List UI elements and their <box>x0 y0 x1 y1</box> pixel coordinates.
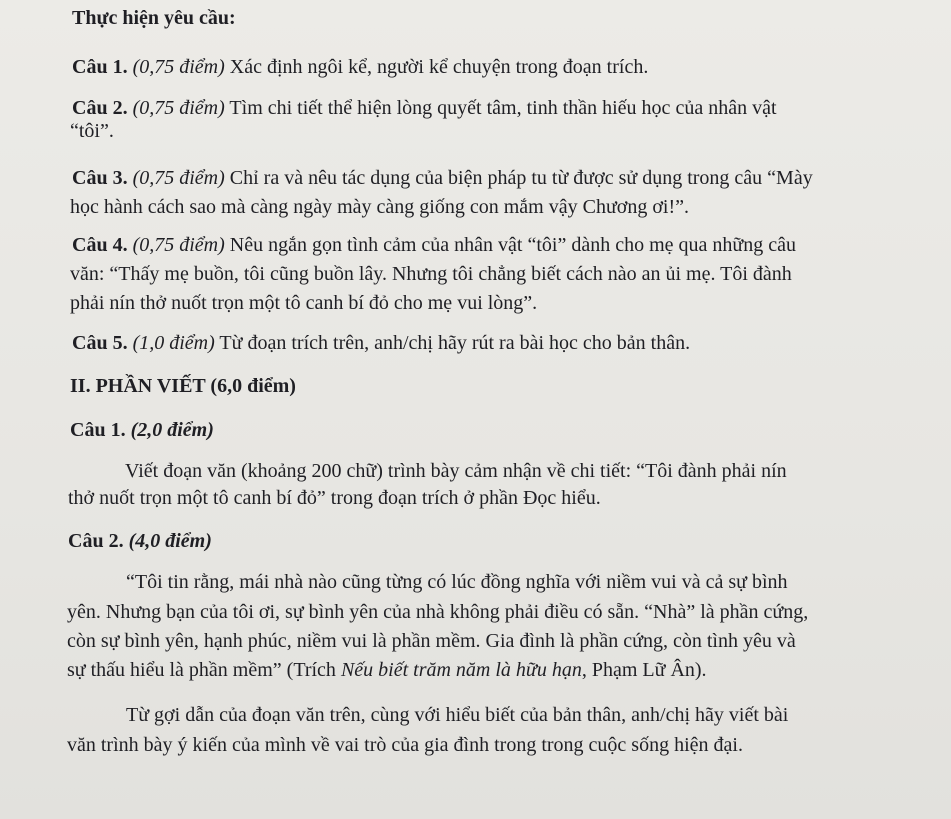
question-label: Câu 5. <box>72 332 128 354</box>
question-points: (0,75 điểm) <box>132 97 225 119</box>
question-text-continued: học hành cách sao mà càng ngày mày càng giống con mắm vậy Chương ơi!”. <box>70 196 690 218</box>
quote-source-suffix: , Phạm Lữ Ân). <box>581 659 707 681</box>
question-text-continued: văn: “Thấy mẹ buồn, tôi cũng buồn lây. Nhưng tôi chẳng biết cách nào an ủi mẹ. Tôi đành <box>70 263 792 285</box>
section-title: Thực hiện yêu cầu: <box>72 7 236 29</box>
question-text: Tìm chi tiết thể hiện lòng quyết tâm, tinh thần hiếu học của nhân vật <box>229 97 777 119</box>
question-points: (1,0 điểm) <box>132 332 215 354</box>
question-3 <box>72 166 813 190</box>
quote-text-continued: yên. Nhưng bạn của tôi ơi, sự bình yên của nhà không phải điều có sẵn. “Nhà” là phần cứng, <box>67 601 809 623</box>
question-5 <box>72 331 690 355</box>
question-text: Viết đoạn văn (khoảng 200 chữ) trình bày cảm nhận về chi tiết: “Tôi đành phải nín <box>125 460 787 482</box>
quote-source-book: Nếu biết trăm năm là hữu hạn <box>340 659 582 681</box>
question-text: Chỉ ra và nêu tác dụng của biện pháp tu từ được sử dụng trong câu “Mày <box>229 167 813 189</box>
question-label: Câu 1. <box>70 419 126 441</box>
task-text-continued: văn trình bày ý kiến của mình về vai trò của gia đình trong trong cuộc sống hiện đại. <box>67 734 743 756</box>
section-heading: II. PHẦN VIẾT (6,0 điểm) <box>70 375 296 397</box>
question-label: Câu 4. <box>72 234 128 256</box>
question-text: Từ đoạn trích trên, anh/chị hãy rút ra bài học cho bản thân. <box>219 332 691 354</box>
question-label: Câu 2. <box>68 530 124 552</box>
question-4 <box>72 233 796 257</box>
question-label: Câu 1. <box>72 56 128 78</box>
writing-question-1 <box>70 418 214 442</box>
question-points: (2,0 điểm) <box>130 419 214 441</box>
question-2 <box>72 96 777 120</box>
quote-source <box>67 658 707 682</box>
question-text: Nêu ngắn gọn tình cảm của nhân vật “tôi” dành cho mẹ qua những câu <box>229 234 796 256</box>
question-points: (0,75 điểm) <box>132 234 225 256</box>
quote-text-continued: còn sự bình yên, hạnh phúc, niềm vui là phần mềm. Gia đình là phần cứng, còn tình yêu và <box>67 630 796 652</box>
task-text: Từ gợi dẫn của đoạn văn trên, cùng với hiểu biết của bản thân, anh/chị hãy viết bài <box>126 704 789 726</box>
question-label: Câu 2. <box>72 97 128 119</box>
question-text-continued: “tôi”. <box>70 120 114 142</box>
question-text-continued: thở nuốt trọn một tô canh bí đỏ” trong đoạn trích ở phần Đọc hiểu. <box>68 487 601 509</box>
quote-source-prefix: sự thấu hiểu là phần mềm” (Trích <box>67 659 341 681</box>
quote-text: “Tôi tin rằng, mái nhà nào cũng từng có lúc đồng nghĩa với niềm vui và cả sự bình <box>126 571 788 593</box>
question-text: Xác định ngôi kể, người kể chuyện trong đoạn trích. <box>229 56 649 78</box>
question-points: (0,75 điểm) <box>132 56 225 78</box>
question-label: Câu 3. <box>72 167 128 189</box>
question-points: (4,0 điểm) <box>128 530 212 552</box>
writing-question-2 <box>68 529 212 553</box>
question-text-continued: phải nín thở nuốt trọn một tô canh bí đỏ cho mẹ vui lòng”. <box>70 292 538 314</box>
question-1 <box>72 55 648 79</box>
question-points: (0,75 điểm) <box>132 167 225 189</box>
